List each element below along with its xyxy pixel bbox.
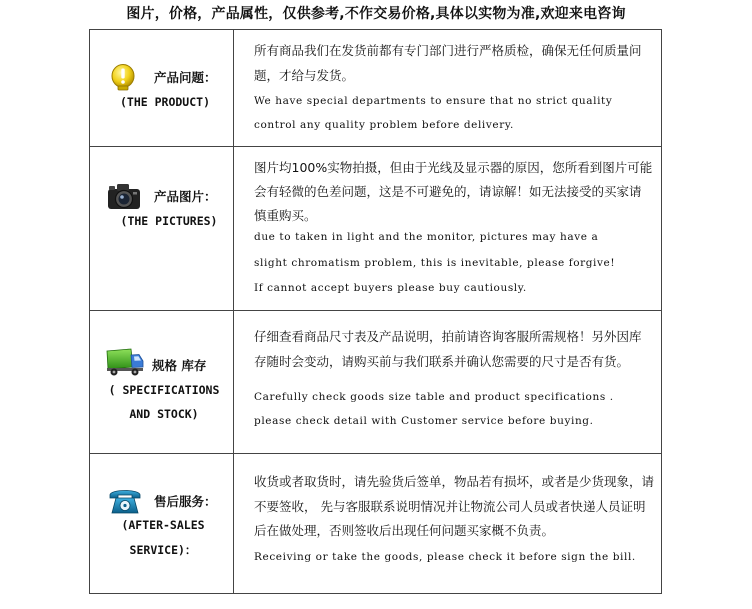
- content-en-line: Carefully check goods size table and product specifications .: [254, 391, 614, 403]
- page-header: 图片，价格，产品属性，仅供参考,不作交易价格,具体以实物为准,欢迎来电咨询: [126, 6, 626, 22]
- content-en-line: control any quality problem before delivery.: [254, 119, 514, 131]
- warning-bulb-icon: [110, 64, 136, 92]
- row-title-en: SERVICE)：: [129, 543, 197, 557]
- content-en-line: Receiving or take the goods, please check it before sign the bill.: [254, 551, 636, 563]
- row-title-zh: 产品图片：: [154, 189, 217, 204]
- content-zh-line: 题，才给与发货。: [254, 68, 355, 83]
- table-row-specifications: [90, 311, 661, 454]
- row-title-en: (THE PRODUCT): [119, 95, 210, 109]
- row-header-product: [90, 30, 233, 146]
- content-zh-line: 仔细查看商品尺寸表及产品说明，拍前请咨询客服所需规格！另外因库: [254, 329, 642, 344]
- info-table: [89, 29, 662, 594]
- row-header-specifications: [90, 311, 233, 453]
- row-content-pictures: [234, 147, 661, 310]
- content-zh-line: 慎重购买。: [254, 208, 317, 223]
- content-en-line: slight chromatism problem, this is inevitable, please forgive!: [254, 257, 616, 269]
- table-row-pictures: [90, 147, 661, 311]
- content-zh-line: 不要签收， 先与客服联系说明情况并让物流公司人员或者快递人员证明: [254, 499, 646, 514]
- row-title-zh: 产品问题：: [154, 70, 217, 85]
- content-en-line: due to taken in light and the monitor, pictures may have a: [254, 231, 599, 243]
- row-content-product: [234, 30, 661, 146]
- content-zh-line: 存随时会变动，请购买前与我们联系并确认您需要的尺寸是否有货。: [254, 354, 630, 369]
- row-title-en: ( SPECIFICATIONS: [108, 383, 220, 397]
- delivery-truck-icon: [104, 347, 146, 377]
- table-row-after-sales: [90, 454, 661, 593]
- content-en-line: If cannot accept buyers please buy cautiously.: [254, 282, 527, 294]
- content-zh-line: 图片均100%实物拍摄，但由于光线及显示器的原因，您所看到图片可能: [254, 160, 653, 175]
- row-content-specifications: [234, 311, 661, 453]
- row-title-zh: 售后服务：: [154, 494, 217, 509]
- content-zh-line: 后在做处理，否则签收后出现任何问题买家概不负责。: [254, 523, 555, 538]
- content-zh-line: 所有商品我们在发货前都有专门部门进行严格质检，确保无任何质量问: [254, 43, 642, 58]
- telephone-icon: [107, 486, 143, 516]
- content-zh-line: 会有轻微的色差问题，这是不可避免的，请谅解！如无法接受的买家请: [254, 184, 642, 199]
- row-header-pictures: [90, 147, 233, 310]
- row-title-en: AND STOCK): [129, 407, 199, 421]
- row-title-en: (THE PICTURES): [120, 214, 218, 228]
- camera-icon: [106, 181, 142, 211]
- row-title-en: (AFTER-SALES: [121, 518, 205, 532]
- content-zh-line: 收货或者取货时，请先验货后签单，物品若有损坏，或者是少货现象，请: [254, 474, 655, 489]
- content-en-line: please check detail with Customer service before buying.: [254, 415, 594, 427]
- row-header-after-sales: [90, 454, 233, 593]
- row-content-after-sales: [234, 454, 661, 593]
- row-title-zh: 规格 库存: [152, 358, 207, 373]
- table-row-product: [90, 30, 661, 147]
- content-en-line: We have special departments to ensure that no strict quality: [254, 95, 613, 107]
